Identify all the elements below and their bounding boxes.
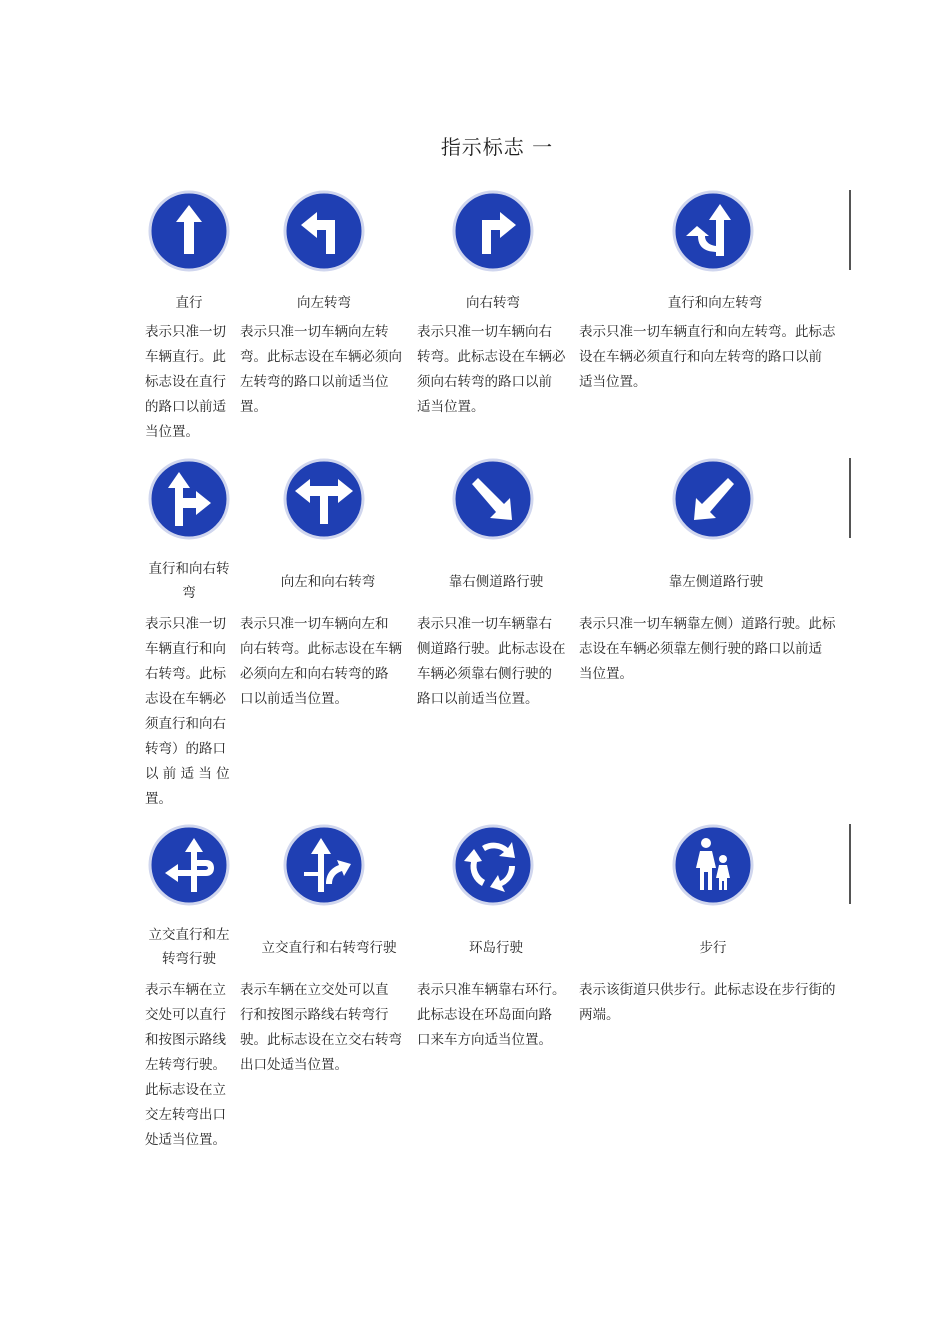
- straight-arrow-icon: [148, 190, 230, 272]
- pedestrian-icon: [672, 824, 754, 906]
- sign-name: 直行: [175, 295, 203, 311]
- straight-and-right-arrow-icon: [148, 458, 230, 540]
- divider-line: [849, 458, 851, 538]
- left-and-right-arrow-icon: [283, 458, 365, 540]
- sign-description: 表示只准一切车辆向左和 向右转弯。此标志设在车辆 必须向左和向右转弯的路 口以前适当位置。: [240, 616, 402, 707]
- sign-name: 向左转弯: [297, 295, 351, 311]
- sign-name: 直行和向左转弯: [667, 295, 763, 311]
- sign-description: 表示只准一切车辆靠右 侧道路行驶。此标志设在 车辆必须靠右侧行驶的 路口以前适当位置。: [417, 616, 566, 707]
- sign-name: 靠右侧道路行驶: [448, 574, 544, 590]
- sign-name: 立交直行和左 转弯行驶: [148, 927, 230, 967]
- divider-line: [849, 824, 851, 904]
- keep-right-arrow-icon: [452, 458, 534, 540]
- interchange-straight-right-icon: [283, 824, 365, 906]
- sign-description: 表示该街道只供步行。此标志设在步行街的 两端。: [579, 982, 836, 1023]
- interchange-straight-left-icon: [148, 824, 230, 906]
- sign-name: 靠左侧道路行驶: [668, 574, 764, 590]
- sign-description: 表示车辆在立交处可以直 行和按图示路线右转弯行 驶。此标志设在立交右转弯 出口处适当位置。: [240, 982, 402, 1073]
- keep-left-arrow-icon: [672, 458, 754, 540]
- sign-name: 立交直行和右转弯行驶: [261, 940, 397, 956]
- sign-name: 直行和向右转 弯: [148, 561, 230, 601]
- sign-description: 表示只准一切 车辆直行。此 标志设在直行 的路口以前适 当位置。: [145, 324, 226, 440]
- sign-description: 表示车辆在立 交处可以直行 和按图示路线 左转弯行驶。 此标志设在立 交左转弯出口 处适当位置。: [145, 982, 226, 1148]
- sign-name: 步行: [699, 940, 727, 956]
- sign-description: 表示只准一切 车辆直行和向 右转弯。此标 志设在车辆必 须直行和向右 转弯）的路口 以 前 适 当 位 置。: [145, 616, 230, 807]
- roundabout-icon: [452, 824, 534, 906]
- sign-description: 表示只准一切车辆靠左侧）道路行驶。此标 志设在车辆必须靠左侧行驶的路口以前适 当位置。: [579, 616, 836, 682]
- sign-description: 表示只准一切车辆向右 转弯。此标志设在车辆必 须向右转弯的路口以前 适当位置。: [417, 324, 566, 415]
- page-title: 指示标志 一: [440, 135, 554, 159]
- sign-name: 环岛行驶: [469, 940, 523, 956]
- turn-left-arrow-icon: [283, 190, 365, 272]
- sign-description: 表示只准一切车辆向左转 弯。此标志设在车辆必须向 左转弯的路口以前适当位 置。: [240, 324, 402, 415]
- sign-description: 表示只准车辆靠右环行。 此标志设在环岛面向路 口来车方向适当位置。: [417, 982, 566, 1048]
- divider-line: [849, 190, 851, 270]
- sign-name: 向左和向右转弯: [280, 574, 376, 590]
- turn-right-arrow-icon: [452, 190, 534, 272]
- sign-name: 向右转弯: [466, 295, 520, 311]
- sign-description: 表示只准一切车辆直行和向左转弯。此标志 设在车辆必须直行和向左转弯的路口以前 适当位置。: [579, 324, 836, 390]
- straight-and-left-arrow-icon: [672, 190, 754, 272]
